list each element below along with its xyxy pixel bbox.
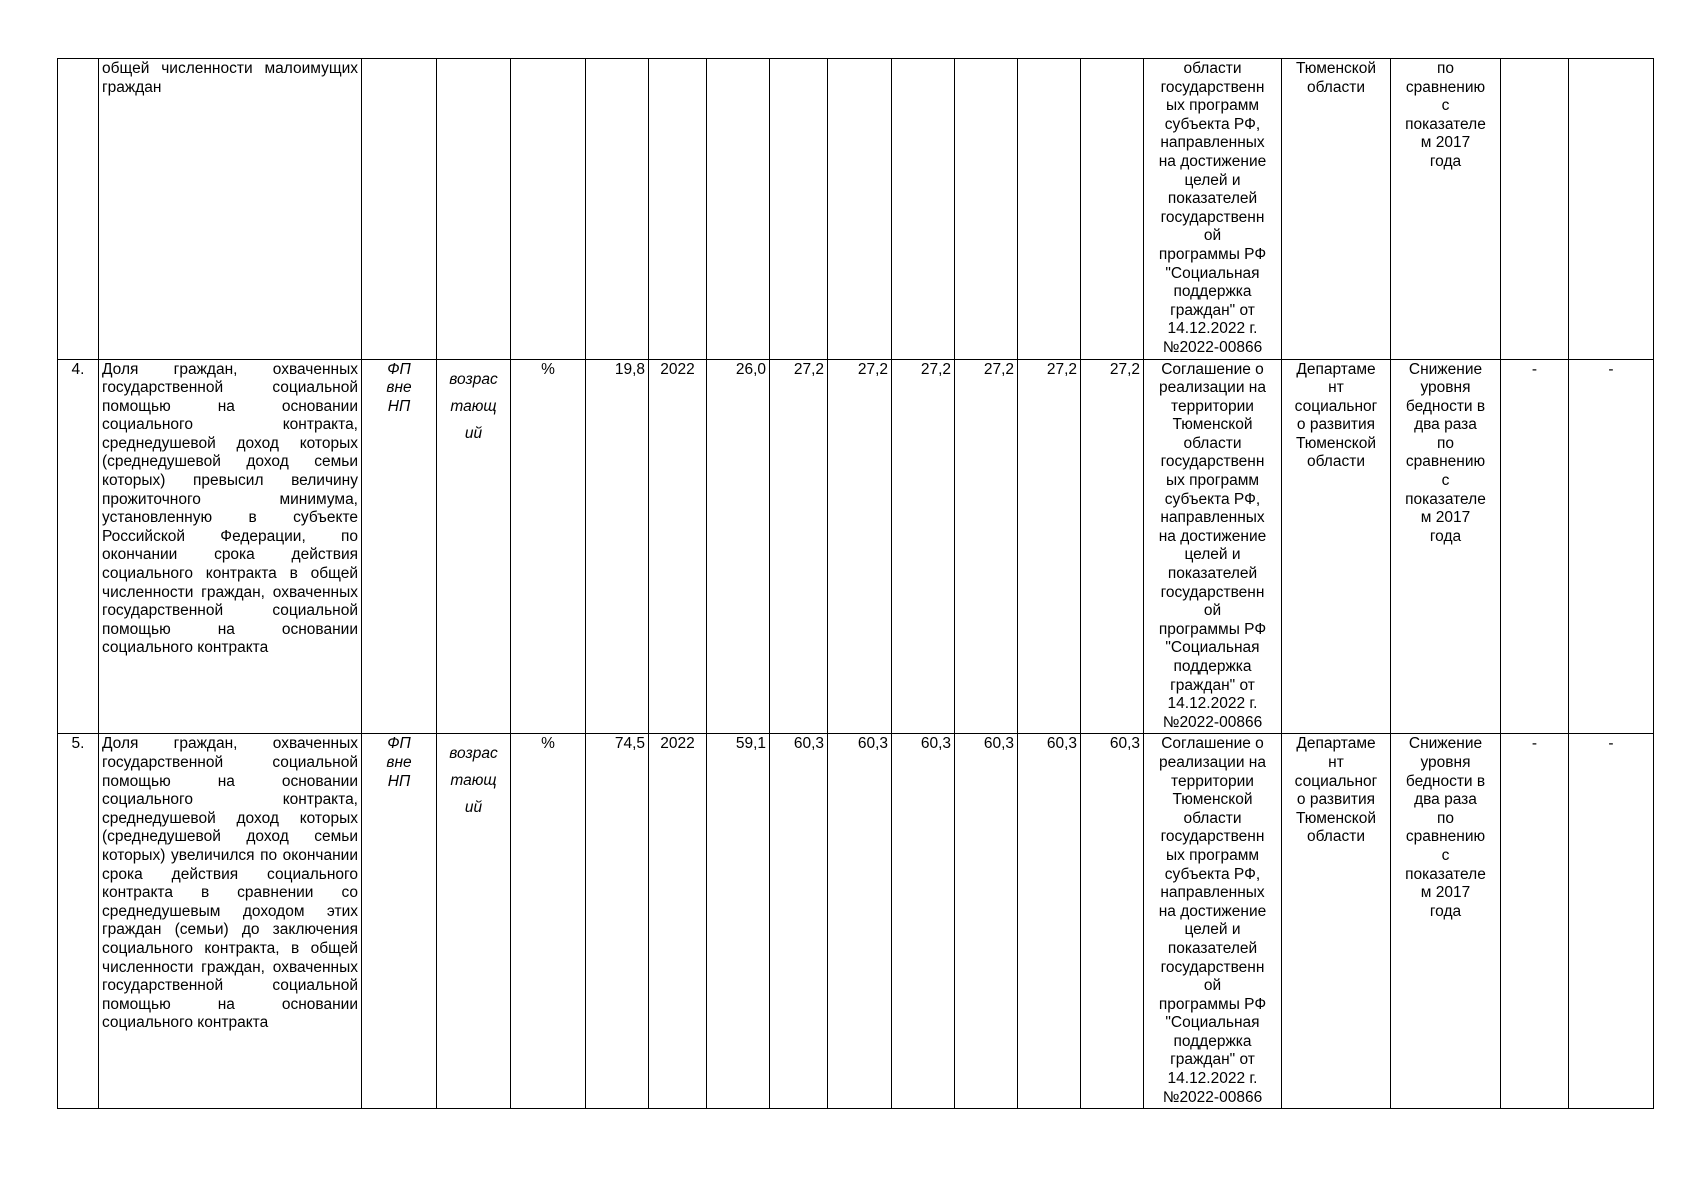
unit-of-measure: %	[511, 359, 586, 734]
legal-document	[1144, 359, 1282, 734]
legal-document-line: Соглашение о	[1161, 360, 1264, 378]
legal-document-line: 14.12.2022 г.	[1167, 695, 1258, 713]
legal-document-line: граждан" от	[1170, 676, 1255, 694]
legal-document-line: показателей	[1167, 190, 1258, 208]
goal-link-line: сравнению	[1405, 828, 1486, 846]
legal-document-line: субъекта РФ,	[1164, 865, 1261, 883]
legal-document-line: на достижение	[1158, 527, 1267, 545]
responsible-body-line: нт	[1328, 379, 1344, 397]
goal-link	[1391, 734, 1501, 1109]
year-value: 60,3	[1018, 734, 1081, 1109]
legal-document-line: ых программ	[1165, 846, 1260, 864]
row-number	[58, 59, 99, 360]
base-year	[649, 59, 707, 360]
base-year: 2022	[649, 359, 707, 734]
legal-document-line: области	[1183, 434, 1242, 452]
goal-link-line: с	[1441, 846, 1450, 864]
goal-link-line: года	[1429, 152, 1462, 170]
legal-document-line: Тюменской	[1172, 416, 1253, 434]
legal-document-line: ых программ	[1165, 97, 1260, 115]
legal-document-line: государственн	[1160, 453, 1265, 471]
indicators-table	[57, 58, 1654, 1109]
column-17-value	[1569, 59, 1654, 360]
legal-document-line: субъекта РФ,	[1164, 490, 1261, 508]
responsible-body-line: области	[1307, 828, 1365, 846]
legal-document-line: ой	[1203, 227, 1222, 245]
row-number: 4.	[58, 359, 99, 734]
legal-document-line: "Социальная	[1165, 639, 1260, 657]
legal-document-line: 14.12.2022 г.	[1167, 1070, 1258, 1088]
year-value	[1081, 59, 1144, 360]
base-year: 2022	[649, 734, 707, 1109]
legal-document-line: программы РФ	[1158, 995, 1267, 1013]
legal-document-line: "Социальная	[1165, 264, 1260, 282]
legal-document-line: ой	[1203, 602, 1222, 620]
responsible-body-line: социальног	[1294, 772, 1378, 790]
legal-document-line: поддержка	[1173, 1032, 1252, 1050]
goal-link-line: м 2017	[1420, 884, 1471, 902]
indicator-level-line: вне	[386, 379, 412, 397]
indicator-type-line: возрас	[449, 745, 498, 763]
legal-document-line: области	[1183, 809, 1242, 827]
goal-link-line: года	[1429, 902, 1462, 920]
goal-link-line: по	[1436, 60, 1454, 77]
indicator-type	[437, 734, 511, 1109]
legal-document-line: программы РФ	[1158, 245, 1267, 263]
indicator-level	[362, 359, 437, 734]
year-value	[770, 59, 828, 360]
table-row	[58, 734, 1654, 1109]
responsible-body-line: Департаме	[1296, 735, 1376, 753]
goal-link	[1391, 59, 1501, 360]
legal-document-line: целей и	[1184, 546, 1241, 564]
legal-document-line: целей и	[1184, 921, 1241, 939]
year-value: 60,3	[770, 734, 828, 1109]
legal-document-line: Тюменской	[1172, 791, 1253, 809]
responsible-body-line: о развития	[1296, 416, 1376, 434]
legal-document-line: №2022-00866	[1162, 1088, 1263, 1106]
indicator-name: Доля граждан, охваченных государственной социальной помощью на основании социального контракта, среднедушевой доход которых (среднедушевой доход семьи которых) увеличился по окончании срока действия социального контракта в сравнении со среднедушевым доходом этих граждан (семьи) до заключения социального контракта, в общей численности граждан, охваченных государственной социальной помощью на основании социального контракта	[99, 734, 362, 1109]
legal-document-line: граждан" от	[1170, 301, 1255, 319]
goal-link-line: м 2017	[1420, 134, 1471, 152]
legal-document	[1144, 734, 1282, 1109]
year-value	[828, 59, 892, 360]
indicator-level	[362, 734, 437, 1109]
year-value	[955, 59, 1018, 360]
legal-document-line: направленных	[1160, 509, 1265, 527]
legal-document-line: направленных	[1160, 134, 1265, 152]
legal-document-line: государственн	[1160, 583, 1265, 601]
year-value: 60,3	[892, 734, 955, 1109]
unit-of-measure: %	[511, 734, 586, 1109]
responsible-body-line: области	[1307, 78, 1365, 96]
unit-of-measure	[511, 59, 586, 360]
indicator-level-line: ФП	[387, 360, 411, 378]
goal-link-line: два раза	[1414, 791, 1477, 809]
table-row	[58, 359, 1654, 734]
indicator-level-line: ФП	[387, 735, 411, 753]
legal-document-line: территории	[1171, 772, 1254, 790]
legal-document-line: субъекта РФ,	[1164, 115, 1261, 133]
responsible-body-line: о развития	[1296, 791, 1376, 809]
legal-document-line: граждан" от	[1170, 1051, 1255, 1069]
year-value: 60,3	[1081, 734, 1144, 1109]
goal-link-line: уровня	[1420, 379, 1471, 397]
goal-link-line: два раза	[1414, 416, 1477, 434]
responsible-body	[1282, 734, 1391, 1109]
legal-document-line: ых программ	[1165, 472, 1260, 490]
legal-document-line: государственн	[1160, 828, 1265, 846]
indicator-type	[437, 359, 511, 734]
indicator-type-line: ий	[464, 799, 483, 817]
responsible-body	[1282, 59, 1391, 360]
indicator-level-line: НП	[387, 397, 411, 415]
base-value	[586, 59, 649, 360]
indicator-type-line: тающ	[450, 397, 497, 415]
goal-link-line: показателе	[1405, 865, 1486, 883]
column-16-value: -	[1501, 734, 1569, 1109]
goal-link-line: с	[1441, 97, 1450, 115]
year-value: 60,3	[828, 734, 892, 1109]
indicator-level-line: НП	[387, 772, 411, 790]
year-value: 59,1	[707, 734, 770, 1109]
indicator-type-line: возрас	[449, 370, 498, 388]
year-value: 26,0	[707, 359, 770, 734]
legal-document-line: №2022-00866	[1162, 713, 1263, 731]
column-16-value	[1501, 59, 1569, 360]
goal-link-line: сравнению	[1405, 453, 1486, 471]
legal-document-line: 14.12.2022 г.	[1167, 320, 1258, 338]
legal-document-line: целей и	[1184, 171, 1241, 189]
legal-document-line: показателей	[1167, 939, 1258, 957]
responsible-body-line: Тюменской	[1295, 434, 1377, 452]
year-value: 27,2	[770, 359, 828, 734]
goal-link-line: показателе	[1405, 115, 1486, 133]
indicator-type-line: ий	[464, 424, 483, 442]
legal-document-line: Соглашение о	[1161, 735, 1264, 753]
legal-document-line: "Социальная	[1165, 1014, 1260, 1032]
year-value: 60,3	[955, 734, 1018, 1109]
legal-document-line: на достижение	[1158, 152, 1267, 170]
responsible-body-line: Тюменской	[1295, 60, 1377, 77]
responsible-body-line: социальног	[1294, 397, 1378, 415]
table-row	[58, 59, 1654, 360]
goal-link-line: года	[1429, 527, 1462, 545]
goal-link-line: по	[1436, 434, 1454, 452]
indicator-type	[437, 59, 511, 360]
legal-document-line: программы РФ	[1158, 620, 1267, 638]
indicator-name: общей численности малоимущих граждан	[99, 59, 362, 360]
goal-link-line: уровня	[1420, 753, 1471, 771]
indicator-name: Доля граждан, охваченных государственной социальной помощью на основании социального контракта, среднедушевой доход которых (среднедушевой доход семьи которых) превысил величину прожиточного минимума, установленную в субъекте Российской Федерации, по окончании срока действия социального контракта в общей численности граждан, охваченных государственной социальной помощью на основании социального контракта	[99, 359, 362, 734]
goal-link-line: по	[1436, 809, 1454, 827]
base-value: 74,5	[586, 734, 649, 1109]
legal-document-line: поддержка	[1173, 658, 1252, 675]
goal-link-line: показателе	[1405, 490, 1486, 508]
year-value	[707, 59, 770, 360]
responsible-body-line: нт	[1328, 753, 1344, 771]
legal-document-line: направленных	[1160, 884, 1265, 902]
year-value: 27,2	[892, 359, 955, 734]
legal-document-line: территории	[1171, 397, 1254, 415]
row-number: 5.	[58, 734, 99, 1109]
legal-document-line: государственн	[1160, 208, 1265, 226]
year-value: 27,2	[828, 359, 892, 734]
goal-link-line: Снижение	[1408, 735, 1483, 753]
column-17-value: -	[1569, 359, 1654, 734]
legal-document	[1144, 59, 1282, 360]
goal-link-line: сравнению	[1405, 78, 1486, 96]
legal-document-line: государственн	[1160, 958, 1265, 976]
year-value: 27,2	[1018, 359, 1081, 734]
indicator-level-line: вне	[386, 753, 412, 771]
legal-document-line: №2022-00866	[1162, 338, 1263, 356]
indicator-type-line: тающ	[450, 772, 497, 790]
year-value: 27,2	[955, 359, 1018, 734]
goal-link-line: бедности в	[1405, 397, 1486, 415]
indicator-level	[362, 59, 437, 360]
legal-document-line: области	[1183, 60, 1242, 77]
legal-document-line: поддержка	[1173, 283, 1252, 301]
year-value	[892, 59, 955, 360]
goal-link-line: бедности в	[1405, 772, 1486, 790]
responsible-body	[1282, 359, 1391, 734]
responsible-body-line: Департаме	[1296, 360, 1376, 378]
goal-link-line: с	[1441, 472, 1450, 490]
responsible-body-line: области	[1307, 453, 1365, 471]
year-value: 27,2	[1081, 359, 1144, 734]
legal-document-line: показателей	[1167, 565, 1258, 583]
base-value: 19,8	[586, 359, 649, 734]
year-value	[1018, 59, 1081, 360]
goal-link-line: м 2017	[1420, 509, 1471, 527]
legal-document-line: на достижение	[1158, 902, 1267, 920]
goal-link-line: Снижение	[1408, 360, 1483, 378]
legal-document-line: ой	[1203, 977, 1222, 995]
legal-document-line: реализации на	[1159, 753, 1266, 771]
legal-document-line: государственн	[1160, 78, 1265, 96]
column-16-value: -	[1501, 359, 1569, 734]
responsible-body-line: Тюменской	[1295, 809, 1377, 827]
legal-document-line: реализации на	[1159, 379, 1266, 397]
column-17-value: -	[1569, 734, 1654, 1109]
goal-link	[1391, 359, 1501, 734]
